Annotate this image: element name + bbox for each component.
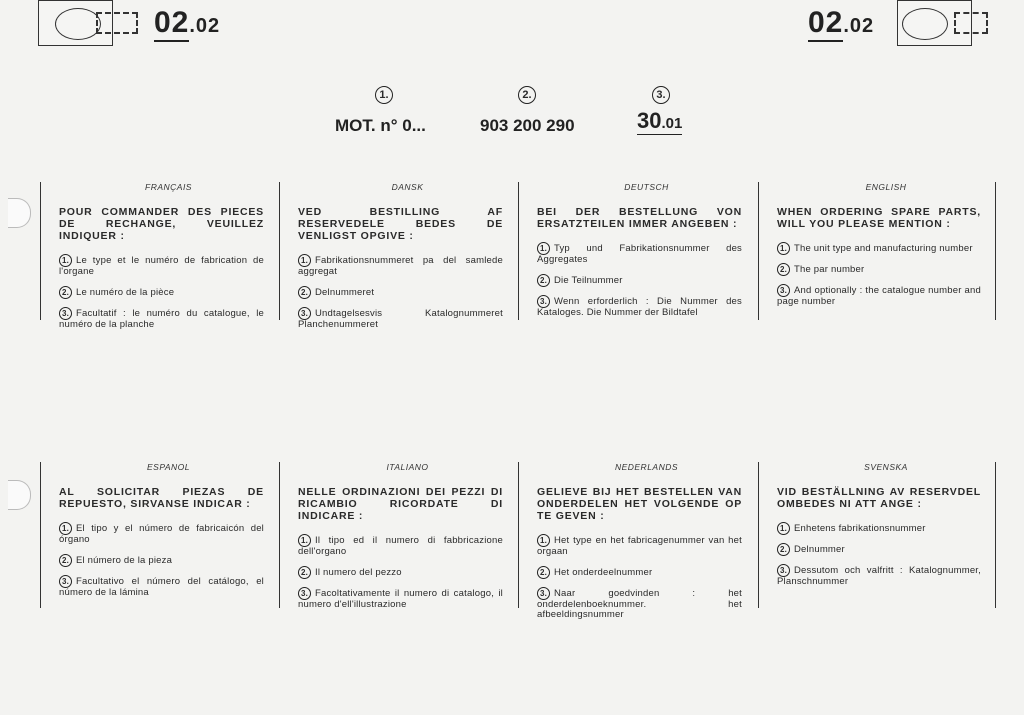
item-text: Het onderdeelnummer xyxy=(554,566,653,578)
column-francais xyxy=(40,182,278,330)
item-number: 1. xyxy=(537,534,550,547)
item-text: The par number xyxy=(794,264,865,276)
item-text: Delnummer xyxy=(794,544,845,556)
item-number: 1. xyxy=(298,254,311,267)
list-item xyxy=(777,522,995,535)
column-title: VED BESTILLING AF RESERVEDELE BEDES DE VENLIGST OPGIVE : xyxy=(298,206,503,242)
item-number: 1. xyxy=(298,534,311,547)
column-deutsch xyxy=(518,182,756,320)
list-item xyxy=(59,254,278,278)
lang-label: SVENSKA xyxy=(864,462,908,472)
column-title: BEI DER BESTELLUNG VON ERSATZTEILEN IMMER ANGEBEN : xyxy=(537,206,742,230)
list-item xyxy=(537,242,756,266)
item-number: 2. xyxy=(777,543,790,556)
item-text: Typ und Fabrikationsnummer des Aggregates xyxy=(537,243,742,265)
column-title: AL SOLICITAR PIEZAS DE REPUESTO, SIRVANSE INDICAR : xyxy=(59,486,264,510)
ref-number-1: 1. xyxy=(375,86,393,104)
item-number: 3. xyxy=(59,307,72,320)
list-item xyxy=(59,286,278,299)
list-item xyxy=(298,566,517,579)
list-item xyxy=(298,307,517,331)
lang-label: FRANÇAIS xyxy=(145,182,192,192)
list-item xyxy=(537,295,756,319)
item-text: Il tipo ed il numero di fabbricazione dell'organo xyxy=(298,535,503,557)
column-dansk xyxy=(279,182,517,330)
page-code-right xyxy=(808,6,874,40)
column-title: WHEN ORDERING SPARE PARTS, WILL YOU PLEASE MENTION : xyxy=(777,206,981,230)
page-code-left xyxy=(154,6,220,40)
lang-label: ITALIANO xyxy=(386,462,429,472)
item-text: Facoltativamente il numero di catalogo, il numero d'ell'illustrazione xyxy=(298,587,503,610)
item-number: 3. xyxy=(777,284,790,297)
lang-label: DEUTSCH xyxy=(624,182,669,192)
page-code-right-sub: .02 xyxy=(843,15,875,37)
logo-oval-icon xyxy=(55,8,101,40)
item-text: Undtagelsesvis Katalognummeret Planchenummeret xyxy=(298,307,503,330)
item-number: 1. xyxy=(777,522,790,535)
item-text: And optionally : the catalogue number and page number xyxy=(777,285,981,307)
ref-number-3: 3. xyxy=(652,86,670,104)
list-item xyxy=(777,242,995,255)
item-number: 1. xyxy=(537,242,550,255)
item-number: 3. xyxy=(537,587,550,600)
list-item xyxy=(298,587,517,611)
item-text: Facultativo el número del catálogo, el número de la lámina xyxy=(59,575,264,598)
item-text: Delnummeret xyxy=(315,286,375,298)
item-text: Naar goedvinden : het onderdelenboeknummer. het afbeeldingsnummer xyxy=(537,587,742,620)
catalogue-number-sub: .01 xyxy=(661,115,683,132)
item-number: 1. xyxy=(777,242,790,255)
page-code-left-sub: .02 xyxy=(189,15,221,37)
item-text: Die Teilnummer xyxy=(554,274,623,286)
column-title: GELIEVE BIJ HET BESTELLEN VAN ONDERDELEN HET VOLGENDE OP TE GEVEN : xyxy=(537,486,742,522)
item-text: Enhetens fabrikationsnummer xyxy=(794,523,926,535)
lang-label: ENGLISH xyxy=(865,182,907,192)
item-text: Le type et le numéro de fabrication de l'organe xyxy=(59,255,264,277)
item-number: 3. xyxy=(298,587,311,600)
item-number: 2. xyxy=(59,554,72,567)
item-number: 2. xyxy=(777,263,790,276)
logo-oval-icon xyxy=(902,8,948,40)
list-item xyxy=(298,254,517,278)
list-item xyxy=(298,534,517,558)
item-number: 3. xyxy=(537,295,550,308)
item-text: El tipo y el número de fabricaicón del órgano xyxy=(59,523,264,545)
list-item xyxy=(59,575,278,599)
engine-number: 903 200 290 xyxy=(480,116,575,135)
item-number: 2. xyxy=(59,286,72,299)
punch-hole-bottom xyxy=(8,480,31,510)
item-text: El número de la pieza xyxy=(76,554,173,566)
catalogue-number-main: 30 xyxy=(637,108,662,133)
item-number: 2. xyxy=(537,566,550,579)
ref-number-2: 2. xyxy=(518,86,536,104)
column-title: POUR COMMANDER DES PIECES DE RECHANGE, VEUILLEZ INDIQUER : xyxy=(59,206,264,242)
item-number: 2. xyxy=(298,286,311,299)
list-item xyxy=(537,587,756,621)
list-item xyxy=(777,543,995,556)
mot-label: MOT. n° 0... xyxy=(335,116,426,135)
item-text: Dessutom och valfritt : Katalognummer, Planschnummer xyxy=(777,565,981,587)
item-number: 3. xyxy=(298,307,311,320)
list-item xyxy=(777,564,995,588)
item-text: Het type en het fabricagenummer van het orgaan xyxy=(537,535,742,557)
list-item xyxy=(537,274,756,287)
item-text: Fabrikationsnummeret pa del samlede aggregat xyxy=(298,255,503,277)
list-item xyxy=(777,284,995,308)
lang-label: DANSK xyxy=(391,182,424,192)
list-item xyxy=(777,263,995,276)
column-svenska xyxy=(758,462,996,608)
column-espanol xyxy=(40,462,278,608)
list-item xyxy=(59,307,278,331)
list-item xyxy=(59,554,278,567)
lang-label: ESPANOL xyxy=(146,462,191,472)
item-number: 2. xyxy=(298,566,311,579)
item-text: Wenn erforderlich : Die Nummer des Kataloges. Die Nummer der Bildtafel xyxy=(537,295,742,318)
column-italiano xyxy=(279,462,517,608)
list-item xyxy=(537,566,756,579)
item-text: Le numéro de la pièce xyxy=(76,286,175,298)
list-item xyxy=(59,522,278,546)
item-number: 1. xyxy=(59,254,72,267)
punch-hole-top xyxy=(8,198,31,228)
item-text: Il numero del pezzo xyxy=(315,566,402,578)
page-code-right-main: 02 xyxy=(808,6,843,42)
item-number: 2. xyxy=(537,274,550,287)
item-number: 3. xyxy=(777,564,790,577)
item-number: 3. xyxy=(59,575,72,588)
item-number: 1. xyxy=(59,522,72,535)
lang-label: NEDERLANDS xyxy=(614,462,679,472)
item-text: The unit type and manufacturing number xyxy=(794,243,973,255)
page-code-left-main: 02 xyxy=(154,6,189,42)
column-title: VID BESTÄLLNING AV RESERVDEL OMBEDES NI ATT ANGE : xyxy=(777,486,981,510)
column-title: NELLE ORDINAZIONI DEI PEZZI DI RICAMBIO RICORDATE DI INDICARE : xyxy=(298,486,503,522)
column-nederlands xyxy=(518,462,756,620)
dashed-box-icon xyxy=(96,12,138,34)
catalogue-number xyxy=(637,108,682,135)
column-english xyxy=(758,182,996,320)
item-text: Facultatif : le numéro du catalogue, le numéro de la planche xyxy=(59,307,264,330)
list-item xyxy=(537,534,756,558)
list-item xyxy=(298,286,517,299)
dashed-box-icon xyxy=(954,12,988,34)
